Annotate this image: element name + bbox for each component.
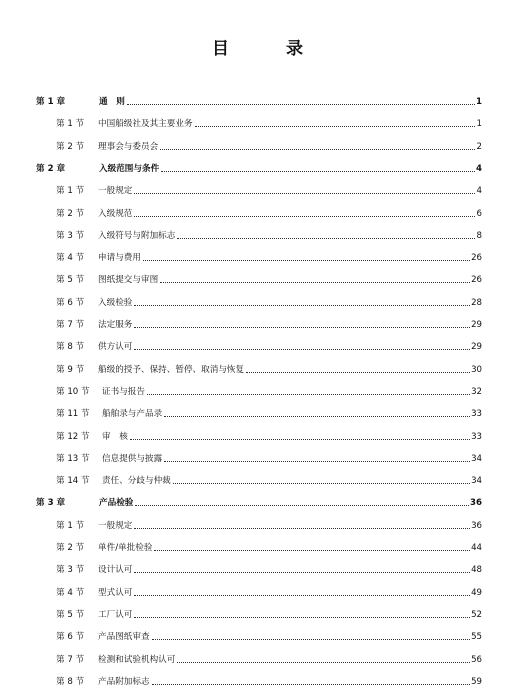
toc-entry-page-number: 30: [471, 364, 482, 375]
dot-leader: [127, 103, 475, 105]
toc-entry-page-number: 4: [476, 186, 482, 197]
toc-entry-title: 证书与报告: [102, 386, 145, 397]
toc-entry-page-number: 8: [476, 230, 482, 241]
toc-entry-page-number: 56: [471, 654, 482, 665]
dot-leader: [195, 125, 475, 127]
toc-entry-number: 第 2 节: [56, 543, 85, 553]
toc-entry-page-number: 32: [471, 386, 482, 397]
dot-leader: [134, 192, 475, 194]
toc-entry-page-number: 48: [471, 565, 482, 576]
toc-chapter-entry: [36, 161, 482, 175]
toc-section-entry: [56, 272, 482, 286]
dot-leader: [143, 259, 470, 261]
toc-section-entry: [56, 473, 482, 487]
toc-entry-page-number: 6: [476, 208, 482, 219]
toc-entry-title: 理事会与委员会: [98, 141, 159, 152]
toc-entry-title: 一般规定: [98, 520, 133, 531]
dot-leader: [134, 571, 470, 573]
toc-entry-page-number: 2: [476, 141, 482, 152]
toc-entry-page-number: 49: [471, 587, 482, 598]
toc-entry-number: 第 6 节: [56, 297, 85, 308]
toc-entry-title: 图纸提交与审图: [98, 275, 159, 286]
toc-entry-page-number: 4: [476, 163, 482, 174]
toc-entry-title: 法定服务: [98, 320, 133, 330]
toc-entry-page-number: 26: [471, 253, 482, 264]
toc-section-entry: [56, 451, 482, 465]
toc-entry-number: 第 6 节: [56, 632, 85, 643]
toc-section-entry: [56, 384, 482, 398]
toc-entry-page-number: 28: [471, 297, 482, 308]
toc-entry-page-number: 44: [471, 543, 482, 553]
toc-entry-number: 第 2 节: [56, 208, 85, 219]
dot-leader: [161, 170, 475, 172]
toc-section-entry: [56, 518, 482, 532]
toc-section-entry: [56, 629, 482, 643]
toc-entry-page-number: 36: [470, 498, 482, 509]
toc-entry-number: 第 3 节: [56, 565, 85, 576]
toc-section-entry: [56, 362, 482, 376]
toc-entry-title: 产品附加标志: [98, 676, 150, 687]
toc-entry-number: 第 5 节: [56, 609, 85, 620]
toc-section-entry: [56, 429, 482, 443]
dot-leader: [177, 661, 470, 663]
toc-entry-number: 第 1 章: [36, 97, 66, 107]
toc-entry-number: 第 14 节: [56, 476, 90, 487]
dot-leader: [173, 482, 470, 484]
toc-entry-title: 型式认可: [98, 587, 133, 598]
toc-section-entry: [56, 674, 482, 688]
dot-leader: [134, 326, 470, 328]
dot-leader: [135, 504, 469, 506]
toc-entry-title: 产品检验: [99, 498, 134, 509]
dot-leader: [164, 415, 470, 417]
dot-leader: [147, 393, 470, 395]
toc-entry-page-number: 33: [471, 409, 482, 420]
toc-entry-number: 第 8 节: [56, 342, 85, 353]
toc-section-entry: [56, 116, 482, 130]
dot-leader: [246, 371, 470, 373]
toc-entry-title: 船级的授予、保持、暂停、取消与恢复: [98, 364, 245, 375]
toc-entry-number: 第 1 节: [56, 520, 85, 531]
toc-entry-number: 第 4 节: [56, 587, 85, 598]
toc-entry-number: 第 3 章: [36, 498, 66, 509]
toc-entry-title: 入级规范: [98, 208, 133, 219]
toc-entry-number: 第 4 节: [56, 253, 85, 264]
toc-entry-page-number: 26: [471, 275, 482, 286]
toc-entry-number: 第 3 节: [56, 230, 85, 241]
toc-entry-title: 入级范围与条件: [99, 163, 160, 174]
toc-entry-number: 第 7 节: [56, 320, 85, 330]
toc-entry-title: 一般规定: [98, 186, 133, 197]
toc-entry-page-number: 36: [471, 520, 482, 531]
toc-section-entry: [56, 317, 482, 331]
toc-entry-title: 船舶录与产品录: [102, 409, 163, 420]
dot-leader: [154, 549, 470, 551]
toc-entry-number: 第 11 节: [56, 409, 90, 420]
toc-entry-number: 第 13 节: [56, 453, 90, 464]
toc-section-entry: [56, 339, 482, 353]
dot-leader: [134, 527, 470, 529]
dot-leader: [160, 148, 475, 150]
toc-entry-number: 第 1 节: [56, 119, 85, 130]
toc-entry-page-number: 1: [476, 97, 482, 107]
dot-leader: [164, 460, 470, 462]
dot-leader: [134, 616, 470, 618]
dot-leader: [152, 638, 470, 640]
toc-entry-page-number: 52: [471, 609, 482, 620]
toc-entry-page-number: 1: [476, 119, 482, 130]
toc-entry-page-number: 33: [471, 431, 482, 442]
toc-entry-page-number: 55: [471, 632, 482, 643]
toc-entry-number: 第 2 章: [36, 163, 66, 174]
toc-section-entry: [56, 206, 482, 220]
toc-entry-number: 第 9 节: [56, 364, 85, 375]
toc-entry-number: 第 7 节: [56, 654, 85, 665]
toc-entry-page-number: 29: [471, 342, 482, 353]
toc-entry-number: 第 2 节: [56, 141, 85, 152]
toc-entry-title: 入级符号与附加标志: [98, 230, 176, 241]
page-title: 目 录: [212, 39, 323, 59]
toc-section-entry: [56, 139, 482, 153]
toc-entry-title: 信息提供与披露: [102, 453, 163, 464]
toc-entry-title: 中国船级社及其主要业务: [98, 119, 193, 130]
toc-section-entry: [56, 585, 482, 599]
toc-entry-title: 通 则: [99, 97, 125, 107]
toc-chapter-entry: [36, 94, 482, 108]
dot-leader: [134, 304, 470, 306]
toc-entry-title: 供方认可: [98, 342, 133, 353]
toc-entry-title: 工厂认可: [98, 609, 133, 620]
dot-leader: [130, 438, 470, 440]
toc-section-entry: [56, 228, 482, 242]
toc-entry-title: 入级检验: [98, 297, 133, 308]
toc-entry-title: 检测和试验机构认可: [98, 654, 176, 665]
toc-entry-title: 设计认可: [98, 565, 133, 576]
toc-section-entry: [56, 652, 482, 666]
toc-entry-number: 第 5 节: [56, 275, 85, 286]
dot-leader: [134, 594, 470, 596]
toc-section-entry: [56, 540, 482, 554]
toc-entry-number: 第 1 节: [56, 186, 85, 197]
toc-entry-title: 单件/单批检验: [98, 543, 153, 553]
toc-section-entry: [56, 562, 482, 576]
toc-entry-page-number: 34: [471, 476, 482, 487]
toc-section-entry: [56, 607, 482, 621]
dot-leader: [134, 348, 470, 350]
toc-entry-number: 第 12 节: [56, 431, 90, 442]
toc-entry-page-number: 29: [471, 320, 482, 330]
dot-leader: [152, 683, 470, 685]
toc-entry-number: 第 8 节: [56, 676, 85, 687]
dot-leader: [177, 237, 475, 239]
toc-entry-page-number: 59: [471, 676, 482, 687]
toc-section-entry: [56, 406, 482, 420]
dot-leader: [160, 281, 470, 283]
toc-chapter-entry: [36, 495, 482, 509]
dot-leader: [134, 215, 475, 217]
toc-entry-title: 责任、分歧与仲裁: [102, 476, 171, 487]
toc-entry-page-number: 34: [471, 453, 482, 464]
toc-section-entry: [56, 295, 482, 309]
toc-section-entry: [56, 183, 482, 197]
toc-entry-number: 第 10 节: [56, 386, 90, 397]
toc-section-entry: [56, 250, 482, 264]
toc-entry-title: 审 核: [102, 431, 128, 442]
toc-entry-title: 产品图纸审查: [98, 632, 150, 643]
toc-entry-title: 申请与费用: [98, 253, 141, 264]
